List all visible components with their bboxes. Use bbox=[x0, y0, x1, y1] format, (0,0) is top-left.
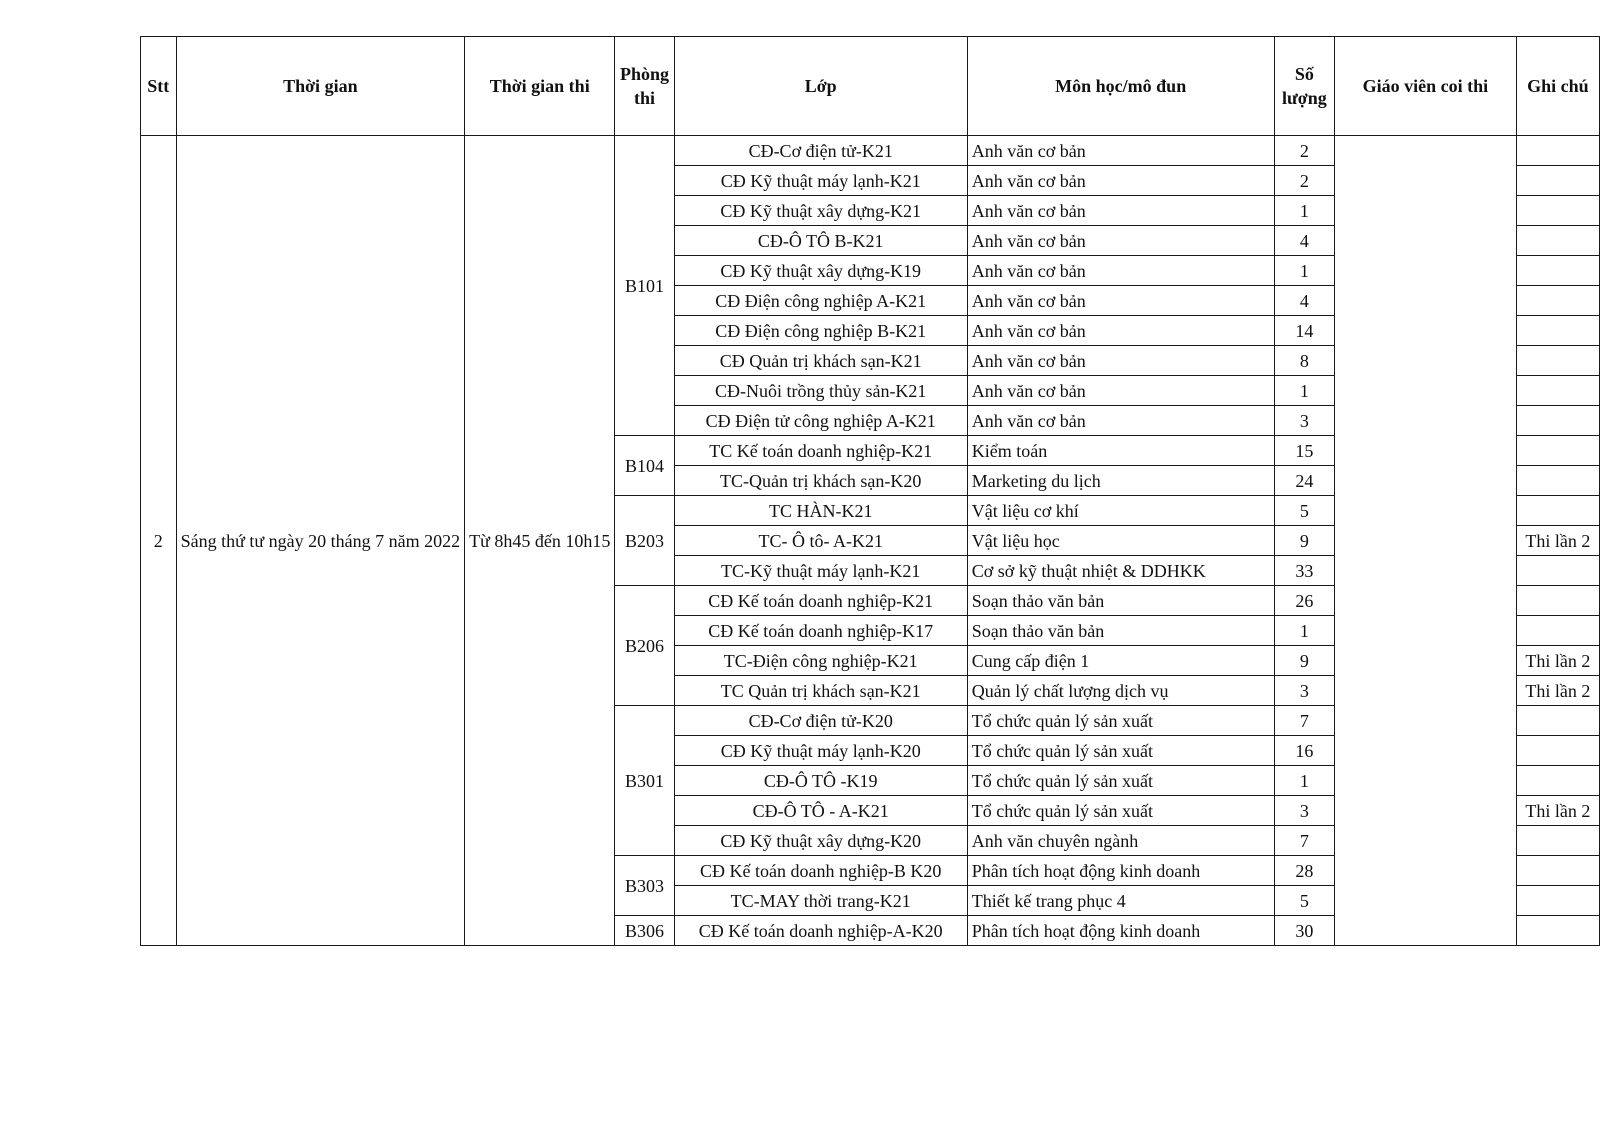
count-cell: 24 bbox=[1274, 466, 1335, 496]
count-cell: 3 bbox=[1274, 676, 1335, 706]
note-cell bbox=[1516, 916, 1599, 946]
subject-cell: Tổ chức quản lý sản xuất bbox=[967, 706, 1274, 736]
note-cell bbox=[1516, 436, 1599, 466]
count-cell: 4 bbox=[1274, 286, 1335, 316]
class-cell: CĐ Kế toán doanh nghiệp-K21 bbox=[674, 586, 967, 616]
class-cell: CĐ-Ô TÔ - A-K21 bbox=[674, 796, 967, 826]
subject-cell: Tổ chức quản lý sản xuất bbox=[967, 736, 1274, 766]
count-cell: 15 bbox=[1274, 436, 1335, 466]
subject-cell: Cung cấp điện 1 bbox=[967, 646, 1274, 676]
count-cell: 30 bbox=[1274, 916, 1335, 946]
note-cell bbox=[1516, 826, 1599, 856]
note-cell bbox=[1516, 496, 1599, 526]
count-cell: 3 bbox=[1274, 796, 1335, 826]
class-cell: CĐ Kỹ thuật máy lạnh-K20 bbox=[674, 736, 967, 766]
class-cell: CĐ Điện tử công nghiệp A-K21 bbox=[674, 406, 967, 436]
subject-cell: Vật liệu cơ khí bbox=[967, 496, 1274, 526]
count-cell: 4 bbox=[1274, 226, 1335, 256]
count-cell: 5 bbox=[1274, 886, 1335, 916]
count-cell: 1 bbox=[1274, 766, 1335, 796]
class-cell: TC-Điện công nghiệp-K21 bbox=[674, 646, 967, 676]
count-cell: 7 bbox=[1274, 706, 1335, 736]
note-cell bbox=[1516, 736, 1599, 766]
header-class: Lớp bbox=[674, 37, 967, 136]
class-cell: CĐ-Ô TÔ -K19 bbox=[674, 766, 967, 796]
count-cell: 5 bbox=[1274, 496, 1335, 526]
subject-cell: Thiết kế trang phục 4 bbox=[967, 886, 1274, 916]
note-cell bbox=[1516, 376, 1599, 406]
proctor-cell bbox=[1335, 136, 1517, 946]
header-room: Phòng thi bbox=[615, 37, 674, 136]
room-b301: B301 bbox=[615, 706, 674, 856]
note-cell: Thi lần 2 bbox=[1516, 526, 1599, 556]
note-cell bbox=[1516, 556, 1599, 586]
subject-cell: Anh văn cơ bản bbox=[967, 346, 1274, 376]
count-cell: 7 bbox=[1274, 826, 1335, 856]
note-cell bbox=[1516, 226, 1599, 256]
note-cell: Thi lần 2 bbox=[1516, 646, 1599, 676]
note-cell bbox=[1516, 586, 1599, 616]
class-cell: CĐ-Cơ điện tử-K21 bbox=[674, 136, 967, 166]
count-cell: 8 bbox=[1274, 346, 1335, 376]
subject-cell: Cơ sở kỹ thuật nhiệt & DDHKK bbox=[967, 556, 1274, 586]
subject-cell: Anh văn cơ bản bbox=[967, 226, 1274, 256]
subject-cell: Soạn thảo văn bản bbox=[967, 616, 1274, 646]
session-duration: Từ 8h45 đến 10h15 bbox=[465, 136, 615, 946]
note-cell bbox=[1516, 616, 1599, 646]
header-time: Thời gian bbox=[176, 37, 464, 136]
room-b104: B104 bbox=[615, 436, 674, 496]
note-cell bbox=[1516, 706, 1599, 736]
room-b206: B206 bbox=[615, 586, 674, 706]
note-cell bbox=[1516, 346, 1599, 376]
header-subject: Môn học/mô đun bbox=[967, 37, 1274, 136]
subject-cell: Anh văn cơ bản bbox=[967, 286, 1274, 316]
note-cell bbox=[1516, 766, 1599, 796]
count-cell: 14 bbox=[1274, 316, 1335, 346]
note-cell bbox=[1516, 886, 1599, 916]
class-cell: TC-Kỹ thuật máy lạnh-K21 bbox=[674, 556, 967, 586]
count-cell: 1 bbox=[1274, 376, 1335, 406]
class-cell: CĐ Điện công nghiệp A-K21 bbox=[674, 286, 967, 316]
class-cell: CĐ Kỹ thuật xây dựng-K19 bbox=[674, 256, 967, 286]
subject-cell: Kiểm toán bbox=[967, 436, 1274, 466]
table-row bbox=[141, 136, 1600, 166]
class-cell: TC Quản trị khách sạn-K21 bbox=[674, 676, 967, 706]
class-cell: CĐ-Ô TÔ B-K21 bbox=[674, 226, 967, 256]
count-cell: 9 bbox=[1274, 526, 1335, 556]
class-cell: CĐ-Nuôi trồng thủy sản-K21 bbox=[674, 376, 967, 406]
subject-cell: Anh văn cơ bản bbox=[967, 196, 1274, 226]
header-duration: Thời gian thi bbox=[465, 37, 615, 136]
count-cell: 28 bbox=[1274, 856, 1335, 886]
class-cell: CĐ Kỹ thuật máy lạnh-K21 bbox=[674, 166, 967, 196]
class-cell: CĐ Kỹ thuật xây dựng-K21 bbox=[674, 196, 967, 226]
class-cell: TC- Ô tô- A-K21 bbox=[674, 526, 967, 556]
count-cell: 9 bbox=[1274, 646, 1335, 676]
note-cell bbox=[1516, 406, 1599, 436]
note-cell bbox=[1516, 196, 1599, 226]
subject-cell: Quản lý chất lượng dịch vụ bbox=[967, 676, 1274, 706]
count-cell: 26 bbox=[1274, 586, 1335, 616]
header-count: Số lượng bbox=[1274, 37, 1335, 136]
count-cell: 2 bbox=[1274, 166, 1335, 196]
class-cell: CĐ-Cơ điện tử-K20 bbox=[674, 706, 967, 736]
subject-cell: Tổ chức quản lý sản xuất bbox=[967, 766, 1274, 796]
session-time: Sáng thứ tư ngày 20 tháng 7 năm 2022 bbox=[176, 136, 464, 946]
class-cell: TC-Quản trị khách sạn-K20 bbox=[674, 466, 967, 496]
exam-schedule-table bbox=[140, 36, 1600, 946]
class-cell: TC Kế toán doanh nghiệp-K21 bbox=[674, 436, 967, 466]
note-cell bbox=[1516, 466, 1599, 496]
subject-cell: Anh văn chuyên ngành bbox=[967, 826, 1274, 856]
room-b203: B203 bbox=[615, 496, 674, 586]
subject-cell: Phân tích hoạt động kinh doanh bbox=[967, 916, 1274, 946]
note-cell bbox=[1516, 256, 1599, 286]
subject-cell: Marketing du lịch bbox=[967, 466, 1274, 496]
count-cell: 3 bbox=[1274, 406, 1335, 436]
note-cell: Thi lần 2 bbox=[1516, 796, 1599, 826]
subject-cell: Anh văn cơ bản bbox=[967, 376, 1274, 406]
note-cell bbox=[1516, 856, 1599, 886]
count-cell: 33 bbox=[1274, 556, 1335, 586]
count-cell: 16 bbox=[1274, 736, 1335, 766]
subject-cell: Phân tích hoạt động kinh doanh bbox=[967, 856, 1274, 886]
header-stt: Stt bbox=[141, 37, 177, 136]
subject-cell: Soạn thảo văn bản bbox=[967, 586, 1274, 616]
class-cell: TC-MAY thời trang-K21 bbox=[674, 886, 967, 916]
room-b303: B303 bbox=[615, 856, 674, 916]
class-cell: CĐ Kế toán doanh nghiệp-A-K20 bbox=[674, 916, 967, 946]
session-stt: 2 bbox=[141, 136, 177, 946]
note-cell bbox=[1516, 286, 1599, 316]
class-cell: TC HÀN-K21 bbox=[674, 496, 967, 526]
note-cell bbox=[1516, 166, 1599, 196]
count-cell: 1 bbox=[1274, 616, 1335, 646]
note-cell bbox=[1516, 136, 1599, 166]
count-cell: 1 bbox=[1274, 196, 1335, 226]
class-cell: CĐ Điện công nghiệp B-K21 bbox=[674, 316, 967, 346]
header-proctor: Giáo viên coi thi bbox=[1335, 37, 1517, 136]
note-cell bbox=[1516, 316, 1599, 346]
subject-cell: Tổ chức quản lý sản xuất bbox=[967, 796, 1274, 826]
class-cell: CĐ Kỹ thuật xây dựng-K20 bbox=[674, 826, 967, 856]
class-cell: CĐ Kế toán doanh nghiệp-K17 bbox=[674, 616, 967, 646]
header-row bbox=[141, 37, 1600, 136]
count-cell: 1 bbox=[1274, 256, 1335, 286]
count-cell: 2 bbox=[1274, 136, 1335, 166]
class-cell: CĐ Quản trị khách sạn-K21 bbox=[674, 346, 967, 376]
subject-cell: Anh văn cơ bản bbox=[967, 316, 1274, 346]
class-cell: CĐ Kế toán doanh nghiệp-B K20 bbox=[674, 856, 967, 886]
subject-cell: Anh văn cơ bản bbox=[967, 136, 1274, 166]
note-cell: Thi lần 2 bbox=[1516, 676, 1599, 706]
header-note: Ghi chú bbox=[1516, 37, 1599, 136]
subject-cell: Anh văn cơ bản bbox=[967, 406, 1274, 436]
room-b306: B306 bbox=[615, 916, 674, 946]
subject-cell: Anh văn cơ bản bbox=[967, 256, 1274, 286]
subject-cell: Anh văn cơ bản bbox=[967, 166, 1274, 196]
subject-cell: Vật liệu học bbox=[967, 526, 1274, 556]
room-b101: B101 bbox=[615, 136, 674, 436]
